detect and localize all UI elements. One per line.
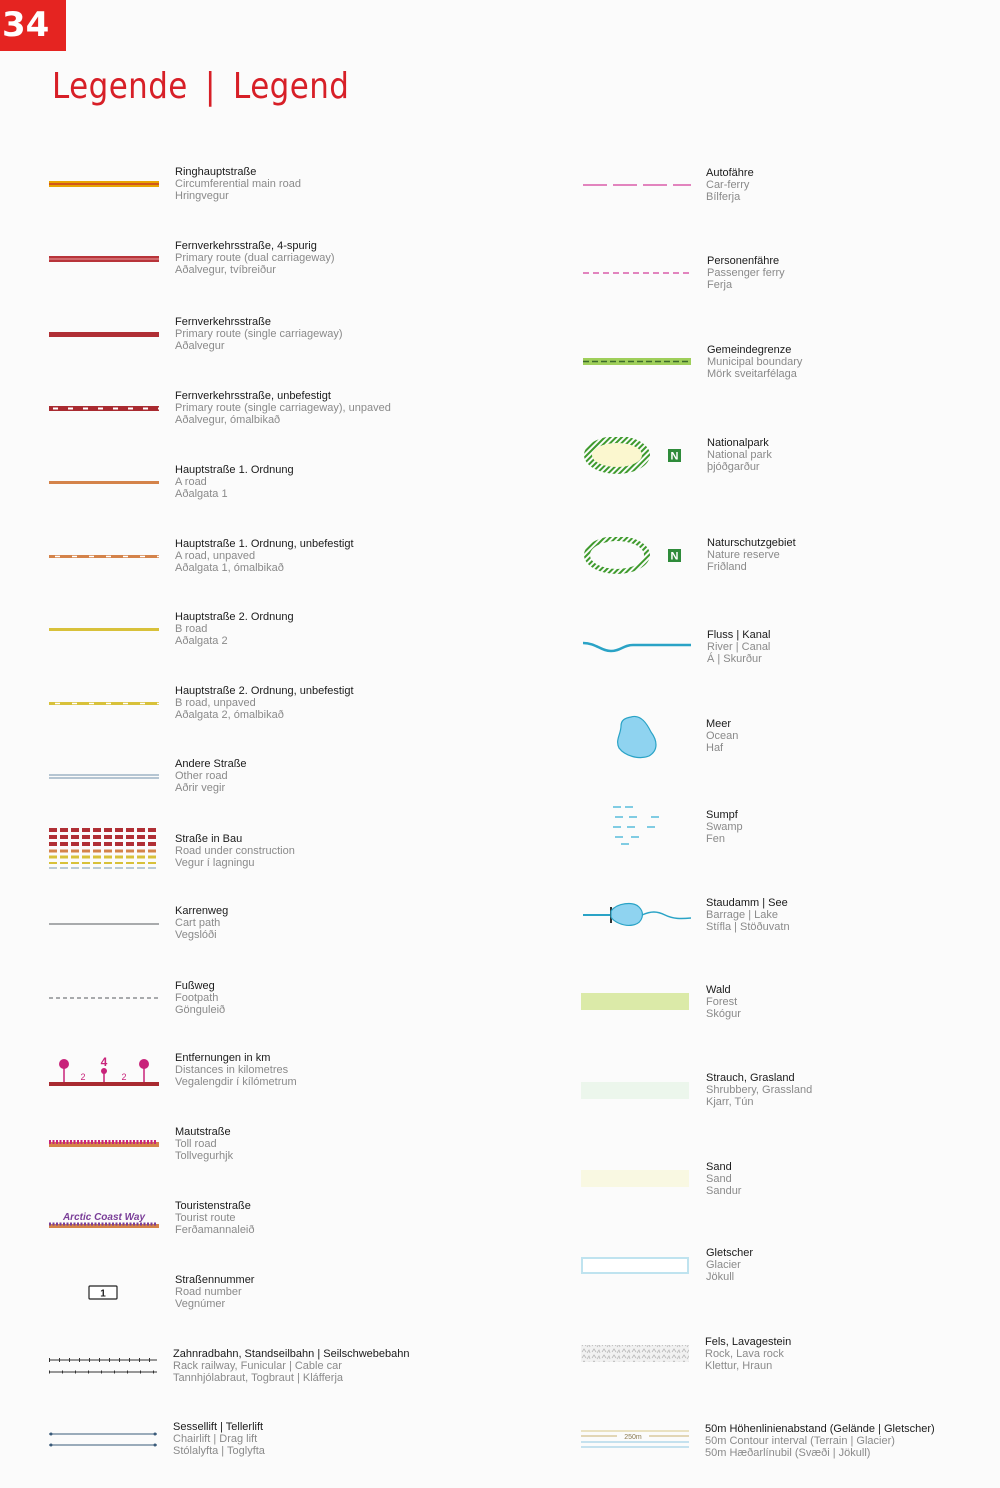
label-is: Ferðamannaleið bbox=[175, 1224, 255, 1236]
sand-symbol bbox=[581, 1161, 691, 1205]
barrage-lake-symbol bbox=[581, 897, 691, 941]
a-road-unpaved-symbol bbox=[49, 538, 159, 582]
river-symbol bbox=[581, 629, 691, 673]
label-is: Skógur bbox=[706, 1008, 741, 1020]
road-number-symbol bbox=[49, 1274, 159, 1318]
primary-single-symbol bbox=[49, 316, 159, 360]
label-en: Other road bbox=[175, 770, 228, 782]
swamp-symbol bbox=[581, 804, 691, 848]
nature-reserve-symbol bbox=[581, 537, 701, 581]
tourist-route-label: Arctic Coast Way bbox=[62, 1212, 146, 1223]
label-de: Straßennummer bbox=[175, 1274, 255, 1286]
shrubbery-symbol bbox=[581, 1072, 691, 1116]
label-de: Personenfähre bbox=[707, 255, 780, 267]
label-de: Andere Straße bbox=[175, 758, 247, 770]
ring-road-symbol bbox=[49, 166, 159, 210]
label-de: Mautstraße bbox=[175, 1126, 231, 1138]
label-is: Hringvegur bbox=[175, 190, 229, 202]
national-park-badge: N bbox=[670, 450, 679, 463]
other-road-symbol bbox=[49, 758, 159, 802]
distances-symbol bbox=[49, 1052, 159, 1092]
label-de: Hauptstraße 2. Ordnung, unbefestigt bbox=[175, 685, 354, 697]
label-is: Jökull bbox=[706, 1271, 735, 1283]
nature-reserve-badge: N bbox=[670, 550, 679, 563]
label-is: Tannhjólabraut, Togbraut | Kláfferja bbox=[173, 1372, 344, 1384]
label-en: B road, unpaved bbox=[175, 697, 256, 709]
label-de: Hauptstraße 1. Ordnung, unbefestigt bbox=[175, 538, 354, 550]
road-number-label: 1 bbox=[100, 1288, 106, 1300]
label-is: Sandur bbox=[706, 1185, 742, 1197]
label-is: Kjarr, Tún bbox=[706, 1096, 754, 1108]
tourist-route-symbol bbox=[49, 1200, 159, 1244]
label-en: Road number bbox=[175, 1286, 242, 1298]
label-de: Strauch, Grasland bbox=[706, 1072, 795, 1084]
label-de: Fernverkehrsstraße, 4-spurig bbox=[175, 240, 317, 252]
primary-dual-symbol bbox=[49, 240, 159, 284]
label-de: Naturschutzgebiet bbox=[707, 537, 796, 549]
label-en: Circumferential main road bbox=[175, 178, 301, 190]
label-is: Vegslóði bbox=[175, 929, 217, 941]
chairlift-symbol bbox=[49, 1421, 159, 1465]
label-de: Gemeindegrenze bbox=[707, 344, 792, 356]
b-road-symbol bbox=[49, 611, 159, 655]
label-is: Friðland bbox=[707, 561, 747, 573]
label-en: Tourist route bbox=[175, 1212, 236, 1224]
label-de: 50m Höhenlinienabstand (Gelände | Gletscher) bbox=[705, 1423, 935, 1435]
label-de: Sumpf bbox=[706, 809, 738, 821]
label-de: Entfernungen in km bbox=[175, 1052, 271, 1064]
label-de: Autofähre bbox=[706, 167, 754, 179]
label-is: Stífla | Stöðuvatn bbox=[706, 921, 790, 933]
label-is: Aðalgata 2 bbox=[175, 635, 228, 647]
label-en: Primary route (single carriageway) bbox=[175, 328, 343, 340]
label-is: Mörk sveitarfélaga bbox=[707, 368, 797, 380]
label-en: Distances in kilometres bbox=[175, 1064, 289, 1076]
label-de: Fußweg bbox=[175, 980, 215, 992]
b-road-unpaved-symbol bbox=[49, 685, 159, 729]
label-is: 50m Hæðarlínubil (Svæði | Jökull) bbox=[705, 1447, 871, 1459]
label-de: Sand bbox=[706, 1161, 732, 1173]
primary-unpaved-symbol bbox=[49, 390, 159, 434]
label-de: Sessellift | Tellerlift bbox=[173, 1421, 264, 1433]
label-en: Nature reserve bbox=[707, 549, 780, 561]
label-de: Karrenweg bbox=[175, 905, 229, 917]
title-de: Legende bbox=[52, 66, 188, 107]
label-en: Ocean bbox=[706, 730, 739, 742]
label-en: Rack railway, Funicular | Cable car bbox=[173, 1360, 342, 1372]
label-de: Ringhauptstraße bbox=[175, 166, 257, 178]
contour-label: 250m bbox=[624, 1434, 642, 1441]
label-de: Staudamm | See bbox=[706, 897, 788, 909]
label-is: Vegnúmer bbox=[175, 1298, 226, 1310]
label-is: Aðalgata 1 bbox=[175, 488, 228, 500]
label-is: Stólalyfta | Toglyfta bbox=[173, 1445, 265, 1457]
title-separator: | bbox=[204, 66, 216, 107]
label-is: Klettur, Hraun bbox=[705, 1360, 773, 1372]
label-is: Vegalengdir í kílómetrum bbox=[175, 1076, 297, 1088]
label-is: Aðrir vegir bbox=[175, 782, 226, 794]
label-is: Bílferja bbox=[706, 191, 741, 203]
label-de: Nationalpark bbox=[707, 437, 769, 449]
label-is: Aðalgata 1, ómalbikað bbox=[175, 562, 284, 574]
national-park-symbol bbox=[581, 437, 701, 481]
footpath-symbol bbox=[49, 980, 159, 1024]
label-en: Toll road bbox=[175, 1138, 217, 1150]
car-ferry-symbol bbox=[581, 167, 691, 211]
a-road-symbol bbox=[49, 464, 159, 508]
label-de: Straße in Bau bbox=[175, 833, 243, 845]
label-is: Aðalvegur, ómalbikað bbox=[175, 414, 281, 426]
label-de: Meer bbox=[706, 718, 732, 730]
label-de: Touristenstraße bbox=[175, 1200, 251, 1212]
label-en: Municipal boundary bbox=[707, 356, 803, 368]
label-is: Aðalvegur, tvíbreiður bbox=[175, 264, 276, 276]
contour-symbol bbox=[581, 1423, 691, 1467]
label-de: Fernverkehrsstraße, unbefestigt bbox=[175, 390, 331, 402]
rock-symbol bbox=[581, 1336, 691, 1380]
title-en: Legend bbox=[233, 66, 350, 107]
label-de: Fernverkehrsstraße bbox=[175, 316, 271, 328]
label-en: Barrage | Lake bbox=[706, 909, 778, 921]
label-de: Fels, Lavagestein bbox=[705, 1336, 792, 1348]
label-is: þjóðgarður bbox=[707, 461, 760, 473]
label-en: Swamp bbox=[706, 821, 743, 833]
label-is: Aðalvegur bbox=[175, 340, 225, 352]
label-en: National park bbox=[707, 449, 772, 461]
distance-number-small-b: 2 bbox=[121, 1072, 127, 1082]
label-is: Á | Skurður bbox=[707, 653, 762, 665]
label-en: Car-ferry bbox=[706, 179, 750, 191]
distance-number-big: 4 bbox=[100, 1055, 108, 1069]
municipal-boundary-symbol bbox=[581, 344, 691, 388]
label-is: Fen bbox=[706, 833, 725, 845]
label-is: Tollvegurhjk bbox=[175, 1150, 234, 1162]
ocean-symbol bbox=[581, 714, 691, 760]
label-is: Vegur í lagningu bbox=[175, 857, 255, 869]
label-en: Cart path bbox=[175, 917, 221, 929]
page-number: 34 bbox=[0, 0, 66, 51]
label-en: Sand bbox=[706, 1173, 732, 1185]
label-de: Zahnradbahn, Standseilbahn | Seilschwebebahn bbox=[173, 1348, 410, 1360]
label-de: Hauptstraße 2. Ordnung bbox=[175, 611, 294, 623]
label-de: Gletscher bbox=[706, 1247, 754, 1259]
label-en: A road, unpaved bbox=[175, 550, 256, 562]
label-is: Haf bbox=[706, 742, 724, 754]
toll-road-symbol bbox=[49, 1126, 159, 1170]
label-de: Hauptstraße 1. Ordnung bbox=[175, 464, 294, 476]
label-is: Gönguleið bbox=[175, 1004, 226, 1016]
label-en: Chairlift | Drag lift bbox=[173, 1433, 258, 1445]
cart-path-symbol bbox=[49, 905, 159, 949]
label-en: Rock, Lava rock bbox=[705, 1348, 784, 1360]
label-en: Road under construction bbox=[175, 845, 295, 857]
distance-number-small-a: 2 bbox=[80, 1072, 86, 1082]
label-de: Fluss | Kanal bbox=[707, 629, 771, 641]
label-en: River | Canal bbox=[707, 641, 771, 653]
label-en: Glacier bbox=[706, 1259, 741, 1271]
label-en: B road bbox=[175, 623, 208, 635]
label-en: A road bbox=[175, 476, 207, 488]
rack-railway-symbol bbox=[49, 1348, 159, 1392]
label-is: Ferja bbox=[707, 279, 733, 291]
label-en: Primary route (dual carriageway) bbox=[175, 252, 335, 264]
glacier-symbol bbox=[581, 1247, 691, 1291]
forest-symbol bbox=[581, 984, 691, 1028]
label-is: Aðalgata 2, ómalbikað bbox=[175, 709, 284, 721]
construction-symbol bbox=[49, 826, 159, 874]
page-title bbox=[52, 66, 349, 107]
label-en: 50m Contour interval (Terrain | Glacier) bbox=[705, 1435, 895, 1447]
label-en: Primary route (single carriageway), unpaved bbox=[175, 402, 391, 414]
label-en: Passenger ferry bbox=[707, 267, 785, 279]
label-en: Footpath bbox=[175, 992, 219, 1004]
label-en: Shrubbery, Grassland bbox=[706, 1084, 813, 1096]
label-de: Wald bbox=[706, 984, 731, 996]
label-en: Forest bbox=[706, 996, 738, 1008]
passenger-ferry-symbol bbox=[581, 255, 691, 299]
